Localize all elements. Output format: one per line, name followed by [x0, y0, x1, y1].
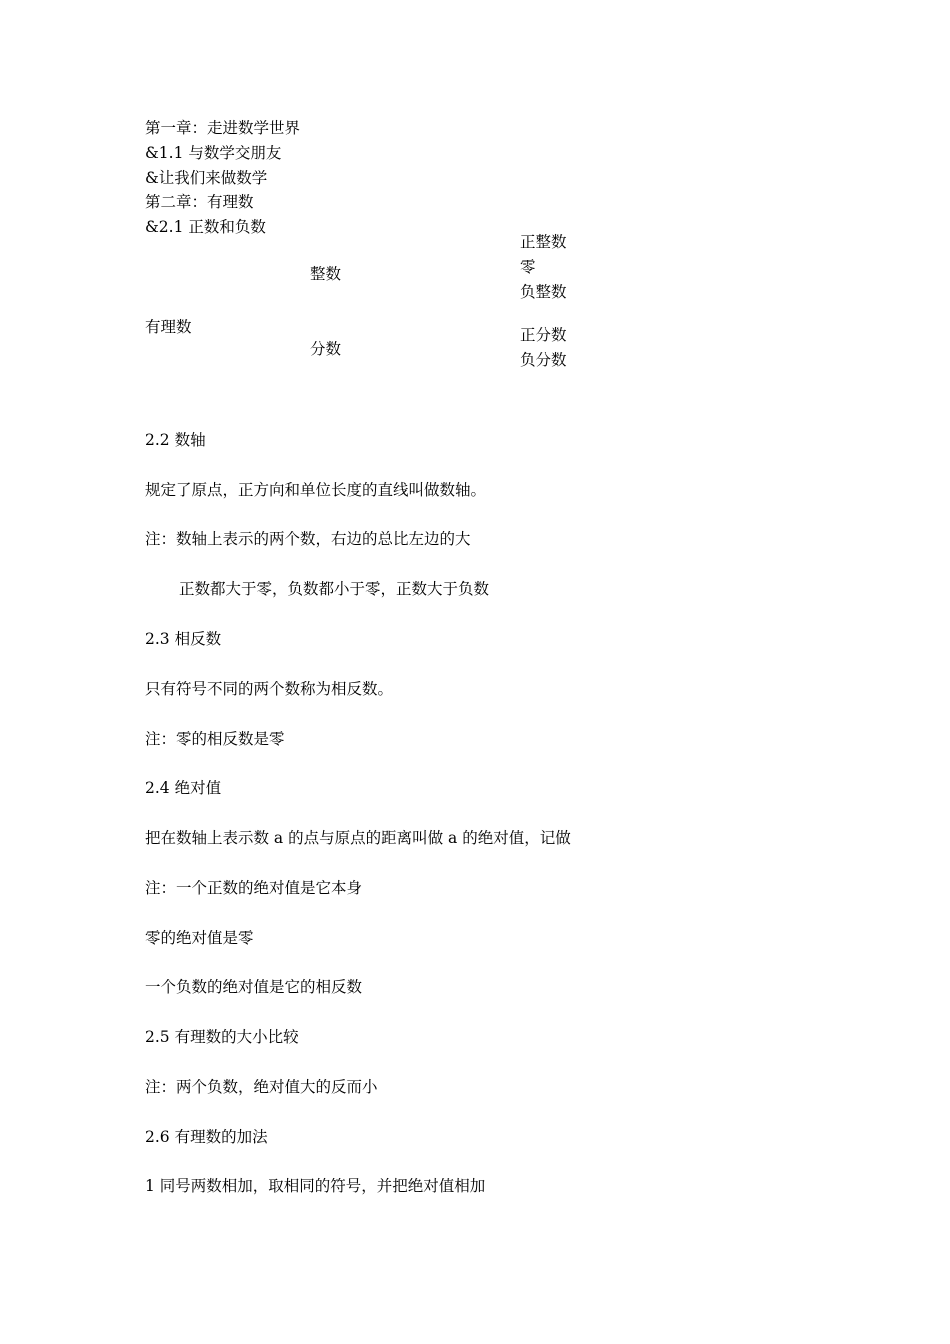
absolute-value-note-2: 零的绝对值是零 [145, 929, 254, 947]
tree-leaf-negative-integer: 负整数 [520, 283, 567, 301]
section-2-2-title: 2.2 数轴 [145, 431, 206, 449]
section-2-1-title: &2.1 正数和负数 [145, 218, 266, 236]
section-2-6-title: 2.6 有理数的加法 [145, 1128, 268, 1146]
section-1-1-title: &1.1 与数学交朋友 [145, 144, 282, 162]
tree-leaf-zero: 零 [520, 258, 536, 276]
number-line-note-1: 注：数轴上表示的两个数，右边的总比左边的大 [145, 530, 471, 548]
section-lets-do-math: &让我们来做数学 [145, 169, 268, 187]
absolute-value-definition: 把在数轴上表示数 a 的点与原点的距离叫做 a 的绝对值，记做 [145, 829, 571, 847]
opposite-number-definition: 只有符号不同的两个数称为相反数。 [145, 680, 394, 698]
opposite-number-note: 注：零的相反数是零 [145, 730, 285, 748]
section-2-3-title: 2.3 相反数 [145, 630, 222, 648]
number-line-note-2: 正数都大于零，负数都小于零，正数大于负数 [179, 580, 490, 598]
tree-leaf-positive-fraction: 正分数 [520, 326, 567, 344]
chapter-1-title: 第一章：走进数学世界 [145, 119, 301, 137]
chapter-2-title: 第二章：有理数 [145, 193, 254, 211]
tree-node-integer: 整数 [310, 265, 342, 283]
tree-leaf-negative-fraction: 负分数 [520, 351, 567, 369]
absolute-value-note-3: 一个负数的绝对值是它的相反数 [145, 978, 363, 996]
tree-node-fraction: 分数 [310, 340, 342, 358]
absolute-value-note-1: 注：一个正数的绝对值是它本身 [145, 879, 363, 897]
tree-root-rational: 有理数 [145, 318, 192, 336]
addition-rule-1: 1 同号两数相加，取相同的符号，并把绝对值相加 [145, 1177, 486, 1195]
tree-leaf-positive-integer: 正整数 [520, 233, 567, 251]
comparison-note: 注：两个负数，绝对值大的反而小 [145, 1078, 378, 1096]
section-2-4-title: 2.4 绝对值 [145, 779, 222, 797]
number-line-definition: 规定了原点，正方向和单位长度的直线叫做数轴。 [145, 481, 487, 499]
section-2-5-title: 2.5 有理数的大小比较 [145, 1028, 299, 1046]
